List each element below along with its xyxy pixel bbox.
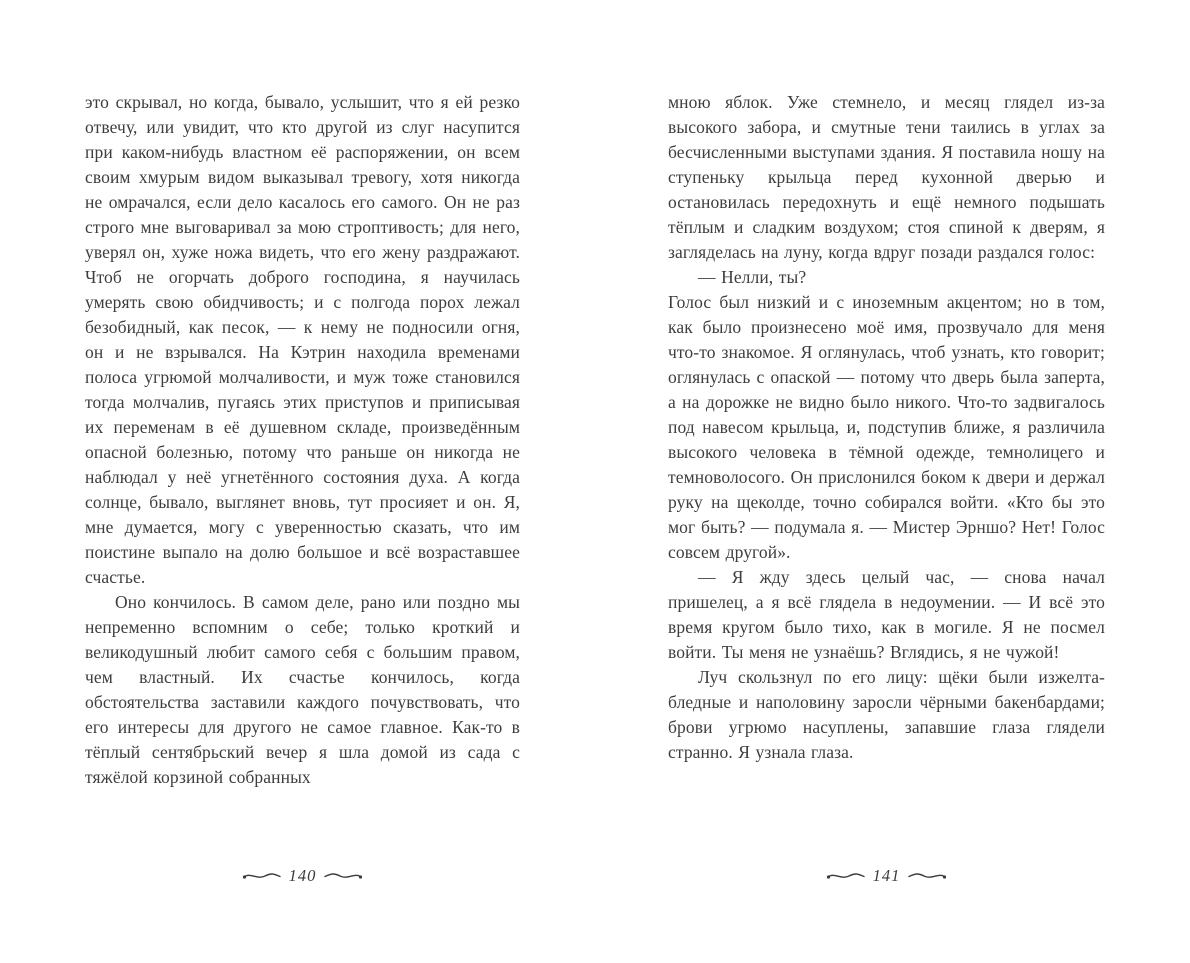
- page-number: 140: [288, 866, 317, 885]
- right-page-footer: [595, 866, 1190, 886]
- left-page-footer: [0, 866, 595, 886]
- page-ornament-right-flourish: [907, 871, 947, 881]
- paragraph: — Я жду здесь целый час, — снова начал пришелец, а я всё глядела в недоумении. — И всё это время кругом было тихо, как в могиле. Я не посмел войти. Ты меня не узнаёшь? Вглядись, я не чужой!: [668, 567, 1105, 662]
- left-page-text: [85, 90, 520, 790]
- page-ornament-left-flourish: [242, 871, 282, 881]
- paragraph: Луч скользнул по его лицу: щёки были изжелта-бледные и наполовину заросли чёрными бакенбардами; брови угрюмо насуплены, запавшие глаза глядели странно. Я узнала глаза.: [668, 667, 1105, 762]
- right-page-text: [668, 90, 1105, 765]
- page-ornament-right-flourish: [323, 871, 363, 881]
- page-number: 141: [872, 866, 901, 885]
- paragraph: — Нелли, ты?: [698, 267, 807, 287]
- page-ornament-left-flourish: [826, 871, 866, 881]
- paragraph: Голос был низкий и с иноземным акцентом; но в том, как было произнесено моё имя, прозвучало для меня что-то знакомое. Я оглянулась, чтоб узнать, кто говорит; оглянулась с опаской — потому что дверь была заперта, а на дорожке не видно было никого. Что-то задвигалось под навесом крыльца, и, подступив ближе, я различила высокого человека в тёмной одежде, темнолицего и темноволосого. Он прислонился боком к двери и держал руку на щеколде, точно собирался войти. «Кто бы это мог быть? — подумала я. — Мистер Эрншо? Нет! Голос совсем другой».: [668, 292, 1105, 562]
- paragraph: Оно кончилось. В самом деле, рано или поздно мы непременно вспомним о себе; только кроткий и великодушный любит самого себя с большим правом, чем властный. Их счастье кончилось, когда обстоятельства заставили каждого почувствовать, что его интересы для другого не самое главное. Как-то в тёплый сентябрьский вечер я шла домой из сада с тяжёлой корзиной собранных: [85, 592, 520, 787]
- paragraph: мною яблок. Уже стемнело, и месяц глядел из-за высокого забора, и смутные тени таились в углах за бесчисленными выступами здания. Я поставила ношу на ступеньку крыльца перед кухонной дверью и остановилась передохнуть и ещё немного подышать тёплым и сладким воздухом; стоя спиной к дверям, я загляделась на луну, когда вдруг позади раздался голос:: [668, 92, 1105, 262]
- paragraph: это скрывал, но когда, бывало, услышит, что я ей резко отвечу, или увидит, что кто другой из слуг насупится при каком-нибудь властном её распоряжении, он всем своим хмурым видом выказывал тревогу, хотя никогда не омрачался, если дело касалось его самого. Он не раз строго мне выговаривал за мою строптивость; для него, уверял он, хуже ножа видеть, что его жену раздражают. Чтоб не огорчать доброго господина, я научилась умерять свою обидчивость; и с полгода порох лежал безобидный, как песок, — к нему не подносили огня, он и не взрывался. На Кэтрин находила временами полоса угрюмой молчаливости, и муж тоже становился тогда молчалив, пугаясь этих приступов и приписывая их переменам в её душевном складе, произведённым опасной болезнью, потому что раньше он никогда не наблюдал у неё угнетённого состояния духа. А когда солнце, бывало, выглянет вновь, тут просияет и он. Я, мне думается, могу с уверенностью сказать, что им поистине выпало на долю большое и всё возраставшее счастье.: [85, 92, 520, 587]
- right-page: [595, 0, 1190, 963]
